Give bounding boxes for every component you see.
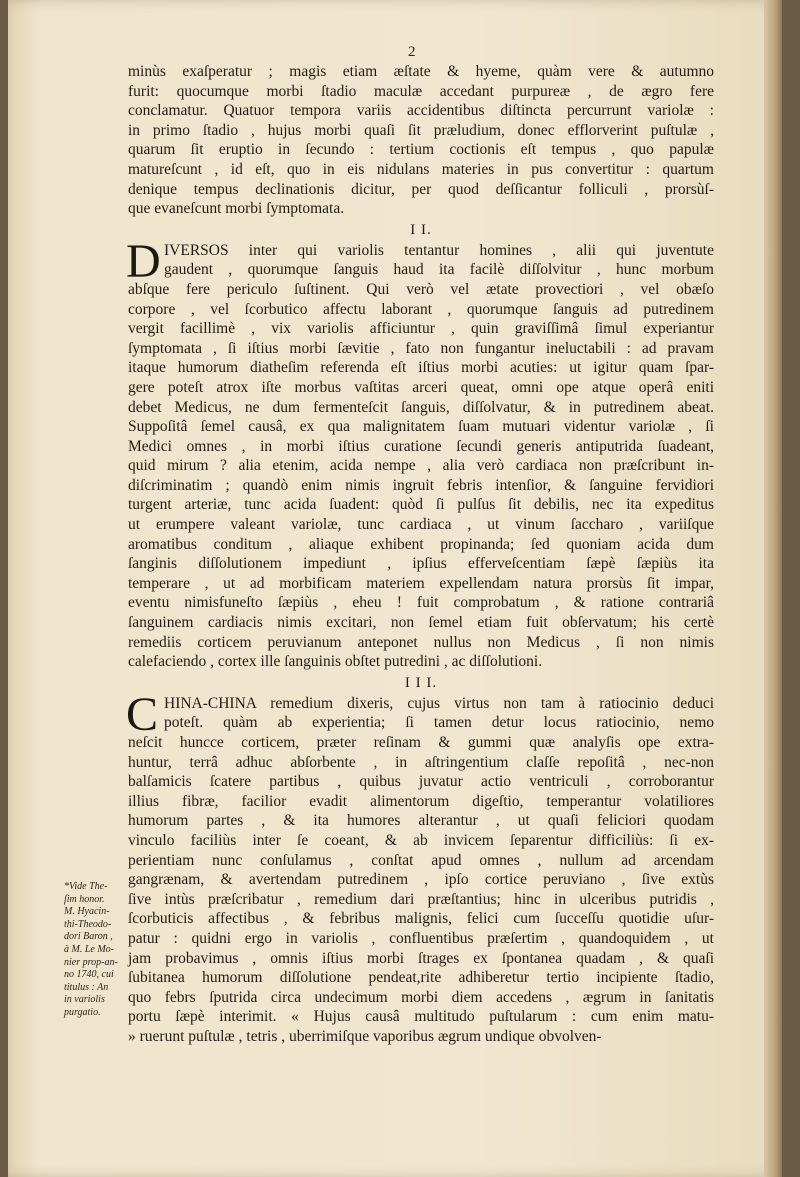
text-line: jam probavimus , omnis iſtius morbi ſtrages ex ſpontanea quadam , & quaſi [128, 949, 714, 967]
text-line: vinculo faciliùs inter ſe coeant, & ab invicem ſeparentur difficiliùs: ſi ex- [128, 831, 714, 849]
text-line: quarum ſit eruptio in ſecundo : tertium coctionis eſt tempus , quo papulæ [128, 141, 714, 159]
text-line: Medici omnes , in morbi iſtius curatione ſecundi generis antiputrida ſuadeant, [128, 437, 714, 455]
text-line: minùs exaſperatur ; magis etiam æſtate & hyeme, quàm vere & autumno [128, 63, 714, 80]
text-line: turgent arteriæ, tunc acida ſuadent: quòd ſi pulſus ſit debilis, nec ita expeditus [128, 496, 714, 514]
text-line: poteſt. quàm ab experientia; ſi tamen detur locus ratiocinio, nemo [164, 714, 714, 732]
text-line: vergit facillimè , vix variolis afficiuntur , quin graviſſimâ ſimul experiantur [128, 320, 714, 338]
drop-cap-c: C [126, 687, 159, 741]
section-heading-2: I I. [410, 221, 432, 238]
text-line: gangrænam, & avertendam putredinem , ipſo cortice peruviano , ſive extùs [128, 871, 714, 889]
margin-note-line: à M. Le Mo- [64, 943, 114, 955]
margin-note-line: M. Hyacin- [64, 906, 110, 918]
text-line: furit: quocumque morbi ſtadio maculæ accedant purpureæ , de ægro fere [128, 82, 714, 100]
text-line: abſque fere periculo ſuſtinent. Qui verò vel ætate provectiori , vel obæſo [128, 280, 714, 298]
margin-note-line: thi-Theodo- [64, 918, 112, 930]
text-line: patur : quidni ergo in variolis , confluentibus præſertim , quandoquidem , ut [128, 929, 714, 947]
text-line: que evaneſcunt morbi ſymptomata. [128, 200, 345, 218]
text-line: denique tempus declinationis dicitur, per quod deſſicantur folliculi , prorsùſ- [128, 180, 714, 198]
text-line: debet Medicus, ne dum fermenteſcit ſanguis, diſſolvatur, & in putredinem abeat. [128, 398, 714, 416]
text-line: humorum partes , & ita humores alterantur , ut quaſi feliciori quodam [128, 812, 714, 830]
text-line: HINA-CHINA remedium dixeris, cujus virtus non tam à ratiocinio deduci [164, 694, 714, 712]
margin-note-line: ſim honor. [64, 893, 105, 905]
text-line: corpore , vel ſcorbutico affectu laborant , quorumque ſanguis ad putredinem [128, 300, 714, 318]
text-line: quid mirum ? alia etenim, acida nempe , alia verò cardiaca non præſcribunt in- [128, 457, 714, 475]
text-line: ut erumpere valeant variolæ, tunc cardiaca , ut vinum ſaccharo , variiſque [128, 516, 714, 534]
text-line: aromatibus conditum , aliaque exhibent propinanda; ſed quoniam acida dum [128, 535, 714, 553]
text-line: ſanguinem cardiacis nimis excitari, non ſemel etiam fuit obſervatum; his certè [128, 614, 714, 632]
text-line: gaudent , quorumque ſanguis haud ita facilè diſſolvitur , hunc morbum [164, 261, 714, 279]
intro-paragraph [128, 62, 714, 219]
book-page [8, 0, 782, 1177]
text-line: ſubitanea humorum diſſolutione pendeat,rite adhiberetur tertio incipiente ſtadio, [128, 969, 714, 987]
page-edge [764, 0, 782, 1177]
margin-note-line: nier prop-an- [64, 956, 118, 968]
text-line: conclamatur. Quatuor tempora variis accidentibus diſtincta percurrunt variolæ : [128, 102, 714, 120]
text-line: matureſcunt , id eſt, quo in eis nidulans materies in pus convertitur : quartum [128, 160, 714, 178]
text-line: quo febrs ſputrida circa undecimum morbi diem accedens , ægrum in ſanitatis [128, 988, 714, 1006]
text-line: portu ſæpè interimit. « Hujus causâ multitudo puſtularum : cum enim matu- [128, 1008, 714, 1026]
text-line: ſive intùs præſcribatur , remedium dari præſtantius; hinc in ulceribus putridis , [128, 890, 714, 908]
text-line: neſcit huncce corticem, præter reſinam & gummi quæ analyſis ope extra- [128, 734, 714, 751]
text-line: itaque humorum diatheſim referenda eſt iſtius morbi acuties: ut igitur quam ſpar- [128, 359, 714, 377]
margin-note [64, 881, 134, 1020]
text-line: diſcriminatim ; quandò enim nimis ingruit febris intenſior, & ſanguine fervidiori [128, 476, 714, 494]
text-line: remediis corticem peruvianum anteponet nullus non Medicus , ſi non nimis [128, 633, 714, 651]
margin-note-line: purgatio. [64, 1006, 101, 1018]
text-line: temperare , ut ad morbificam materiem expellendam natura prorsùs ſit impar, [128, 574, 714, 592]
page-text [128, 62, 714, 1047]
text-line: perientiam nunc conſulamus , conſtat apud omnes , nullum ad arcendam [128, 851, 714, 869]
margin-note-line: dori Baron , [64, 931, 113, 943]
text-line: in primo ſtadio , hujus morbi quaſi ſit præludium, donec efflorverint puſtulæ , [128, 121, 714, 139]
margin-note-line: in variolis [64, 994, 105, 1006]
text-line: calefaciendo , cortex ille ſanguinis obſtet putredini , ac diſſolutioni. [128, 653, 543, 671]
text-line: » ruerunt puſtulæ , tetris , uberrimiſque vaporibus ægrum undique obvolven- [128, 1027, 602, 1045]
text-line: Suppoſitâ ſemel causâ, ex qua malignitatem ſuam mutuari videntur variolæ , ſi [128, 418, 714, 436]
text-line: ſcorbuticis affectibus , & febribus malignis, felici cum ſucceſſu quotidie uſur- [128, 910, 714, 928]
text-line: balſamicis ſcatere partibus , quibus juvatur actio ventriculi , corroborantur [128, 773, 714, 791]
text-line: IVERSOS inter qui variolis tentantur homines , alii qui juventute [164, 241, 714, 259]
margin-note-line: no 1740, cui [64, 969, 114, 981]
margin-note-line: *Vide The- [64, 881, 108, 892]
page-number: 2 [408, 44, 416, 60]
section-2-paragraph [126, 234, 714, 672]
section-heading-3: I I I. [404, 674, 438, 691]
text-line: ſanginis diſſolutionem impediunt , ipſius efferveſcentiam ſæpè ſæpiùs ita [128, 555, 714, 573]
margin-note-line: titulus : An [64, 981, 109, 993]
drop-cap-d: D [126, 234, 161, 288]
text-line: huntur, terrâ adhuc abſorbente , in aſtringentium claſſe repoſitâ , nec-non [128, 753, 714, 771]
section-3-paragraph [126, 687, 714, 1047]
text-line: illius fibræ, facilior evadit alimentorum digeſtio, temperantur volatiliores [128, 792, 714, 810]
text-line: ſymptomata , ſi iſtius morbi ſævitie , fato non fungantur ineluctabili : ad pravam [128, 339, 714, 357]
text-line: eventu nimisfuneſto ſæpiùs , eheu ! fuit comprobatum , & ratione contrariâ [128, 594, 714, 612]
text-line: gere poteſt atrox iſte morbus vaſtitas arceri queat, omni ope atque operâ eniti [128, 378, 714, 396]
